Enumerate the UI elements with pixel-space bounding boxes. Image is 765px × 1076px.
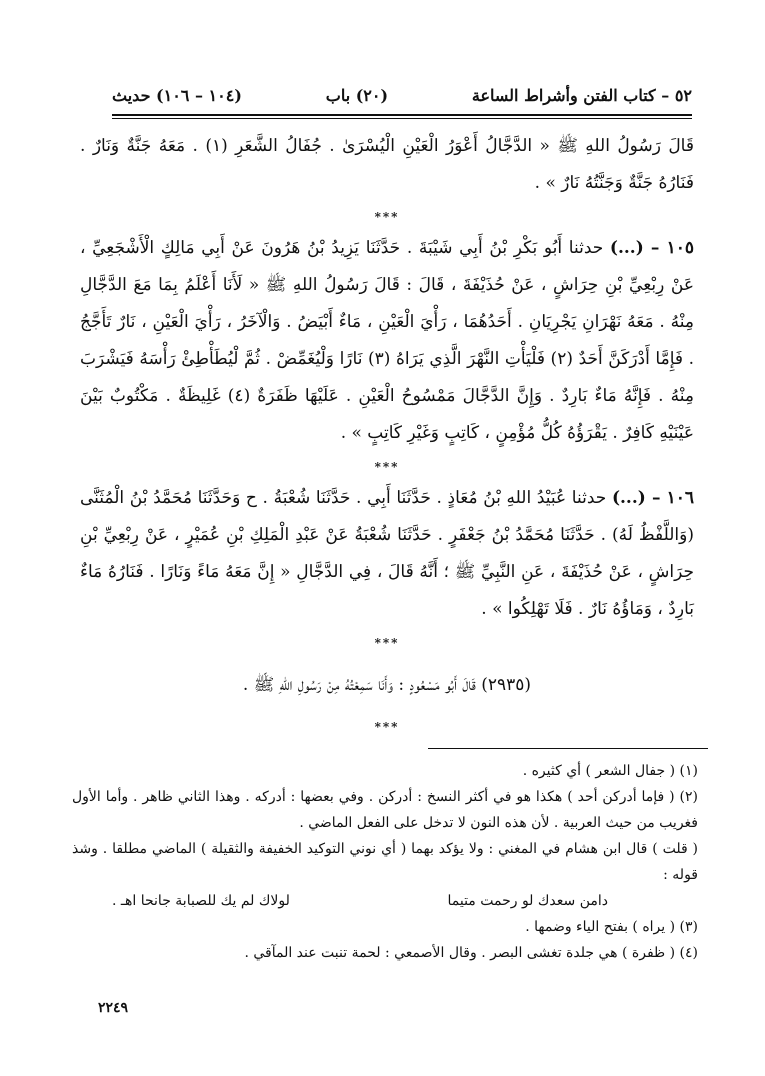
main-text [80, 128, 694, 740]
footnotes [72, 758, 698, 966]
footnote-2-comment: ( قلت ) قال ابن هشام في المغني : ولا يؤكد بهما ( أي نوني التوكيد الخفيفة والثقيلة ) الماضي مطلقا . وشذ قوله : [72, 841, 698, 883]
hadith-106-number: ١٠٦ – (...) [611, 488, 695, 508]
hadith-105 [80, 230, 694, 452]
verse-second-hemistich: لولاك لم يك للصبابة جانحا اهـ . [112, 893, 290, 909]
hadith-106-text: حدثنا عُبَيْدُ اللهِ بْنُ مُعَاذٍ . حَدَّثَنَا أَبِي . حَدَّثَنَا شُعْبَةُ . ح وَحَدَّثَنَا مُحَمَّدُ بْنُ الْمُثَنَّى (وَاللَّفْظُ لَهُ) . حَدَّثَنَا مُحَمَّدُ بْنُ جَعْفَرٍ . حَدَّثَنَا شُعْبَةُ عَنْ عَبْدِ الْمَلِكِ بْنِ عُمَيْرٍ ، عَنْ رِبْعِيِّ بْنِ حِرَاشٍ ، عَنْ حُذَيْفَةَ ، عَنِ النَّبِيِّ ﷺ ؛ أَنَّهُ قَالَ ، فِي الدَّجَّالِ « إِنَّ مَعَهُ مَاءً وَنَارًا . فَنَارُهُ مَاءٌ بَارِدٌ ، وَمَاؤُهُ نَارٌ . فَلَا تَهْلِكُوا » . [80, 488, 694, 619]
footnote-1: (١) ( جفال الشعر ) أي كثيره . [522, 763, 698, 779]
separator-stars: *** [374, 460, 400, 474]
page-number: ٢٢٤٩ [98, 1000, 129, 1016]
footnote-4: (٤) ( ظفرة ) هي جلدة تغشى البصر . وقال الأصمعي : لحمة تنبت عند المآقي . [244, 945, 698, 961]
hadith-105-number: ١٠٥ – (...) [609, 238, 695, 258]
hadith-2935: (٢٩٣٥) قَالَ أَبُو مَسْعُودٍ : وَأَنَا سَمِعْتُهُ مِنْ رَسُولِ اللهِ ﷺ . [242, 675, 532, 695]
header-chapter: ٥٢ – كتاب الفتن وأشراط الساعة [471, 85, 692, 105]
hadith-106 [80, 480, 694, 628]
separator-stars: *** [374, 636, 400, 650]
paragraph-intro: قَالَ رَسُولُ اللهِ ﷺ « الدَّجَّالُ أَعْوَرُ الْعَيْنِ الْيُسْرَىٰ . جُفَالُ الشَّعَرِ (١) . مَعَهُ جَنَّةٌ وَنَارٌ . فَنَارُهُ جَنَّةٌ وَجَنَّتُهُ نَارٌ » . [80, 136, 694, 193]
header-hadith-range: (١٠٤ – ١٠٦) حديث [112, 85, 242, 105]
hadith-105-text: حدثنا أَبُو بَكْرِ بْنُ أَبِي شَيْبَةَ . حَدَّثَنَا يَزِيدُ بْنُ هَرُونَ عَنْ أَبِي مَالِكٍ الْأَشْجَعِيِّ ، عَنْ رِبْعِيِّ بْنِ حِرَاشٍ ، عَنْ حُذَيْفَةَ ، قَالَ : قَالَ رَسُولُ اللهِ ﷺ « لَأَنَا أَعْلَمُ بِمَا مَعَ الدَّجَّالِ مِنْهُ . مَعَهُ نَهْرَانِ يَجْرِيَانِ . أَحَدُهُمَا ، رَأْيَ الْعَيْنِ ، مَاءٌ أَبْيَضُ . وَالْآخَرُ ، رَأْيَ الْعَيْنِ ، نَارٌ تَأَجَّجُ . فَإِمَّا أَدْرَكَنَّ أَحَدٌ (٢) فَلْيَأْتِ النَّهْرَ الَّذِي يَرَاهُ (٣) نَارًا وَلْيُغَمِّضْ . ثُمَّ لْيُطَأْطِئْ رَأْسَهُ فَيَشْرَبَ مِنْهُ . فَإِنَّهُ مَاءٌ بَارِدٌ . وَإِنَّ الدَّجَّالَ مَمْسُوحُ الْعَيْنِ . عَلَيْهَا ظَفَرَةٌ (٤) غَلِيظَةٌ . مَكْتُوبٌ بَيْنَ عَيْنَيْهِ كَافِرٌ . يَقْرَؤُهُ كُلُّ مُؤْمِنٍ ، كَاتِبٍ وَغَيْرِ كَاتِبٍ » . [80, 238, 695, 443]
separator-stars: *** [374, 720, 400, 734]
header-section: (٢٠) باب [325, 85, 389, 105]
header-rule [112, 114, 692, 116]
footnote-3: (٣) ( يراه ) بفتح الياء وضمها . [525, 919, 698, 935]
header-rule-thin [112, 118, 692, 119]
footnote-2: (٢) ( فإما أدركن أحد ) هكذا هو في أكثر النسخ : أدركن . وفي بعضها : أدركه . وهذا الثاني ظاهر . وأما الأول فغريب من حيث العربية . لأن هذه النون لا تدخل على الفعل الماضي . [72, 789, 698, 831]
poetry-verse [72, 888, 698, 914]
footnotes-rule [428, 748, 708, 749]
separator-stars: *** [374, 210, 400, 224]
running-header [112, 80, 692, 110]
verse-first-hemistich: دامن سعدك لو رحمت متيما [447, 893, 608, 909]
